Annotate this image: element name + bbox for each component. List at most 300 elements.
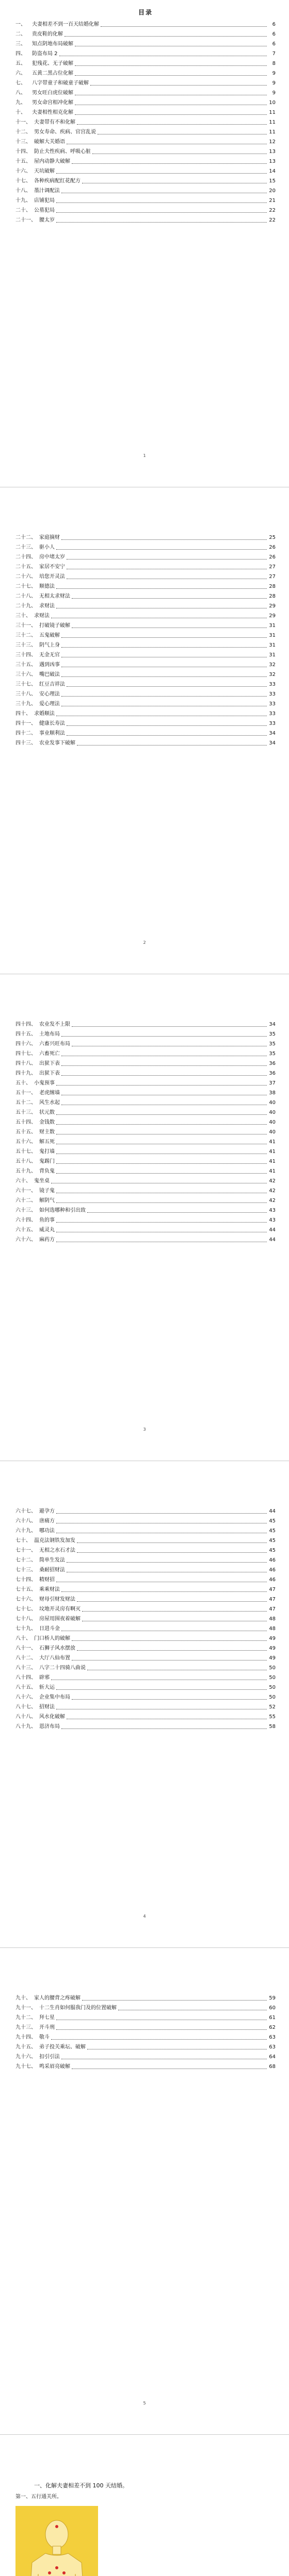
toc-leader-dots <box>77 1552 267 1553</box>
document-page-6 <box>0 2434 289 2576</box>
toc-entry[interactable] <box>15 1712 276 1722</box>
toc-entry-number: 二十、 <box>15 208 31 213</box>
toc-entry[interactable] <box>15 1555 276 1565</box>
page-number: 2 <box>143 940 146 945</box>
toc-entry-page: 10 <box>269 100 276 106</box>
toc-entry[interactable] <box>15 1166 276 1176</box>
toc-entry[interactable] <box>15 1993 276 2003</box>
toc-leader-dots <box>61 647 267 648</box>
toc-entry-number: 八十、 <box>15 1636 31 1641</box>
toc-entry-number: 十二、 <box>15 129 31 135</box>
toc-leader-dots <box>72 1699 267 1700</box>
toc-leader-dots <box>56 1173 267 1174</box>
toc-leader-dots <box>56 1114 267 1115</box>
toc-entry-number: 九十二、 <box>15 2015 36 2021</box>
toc-entry-page: 68 <box>269 2064 276 2070</box>
figure-neck <box>53 2546 61 2554</box>
toc-entry[interactable] <box>15 1614 276 1624</box>
toc-entry[interactable] <box>15 147 276 157</box>
toc-entry[interactable] <box>15 20 276 29</box>
toc-entry-title: 夫妻带有不和化解 <box>34 120 75 125</box>
toc-entry-page: 9 <box>272 80 276 86</box>
toc-entry-title: 夫妻相差不到一百天结婚化解 <box>32 22 99 27</box>
toc-entry[interactable] <box>15 1546 276 1555</box>
toc-entry-title: 店铺犯局 <box>34 198 55 204</box>
toc-entry-number: 七十一、 <box>15 1548 36 1553</box>
toc-entry-page: 21 <box>269 198 276 204</box>
toc-entry[interactable] <box>15 572 276 582</box>
toc-entry[interactable] <box>15 1604 276 1614</box>
toc-entry-title: 威灵丸 <box>39 1227 55 1233</box>
toc-entry[interactable] <box>15 59 276 69</box>
toc-entry-number: 二十六、 <box>15 574 36 580</box>
toc-entry-number: 四十九、 <box>15 1071 36 1076</box>
toc-entry-page: 6 <box>272 22 276 27</box>
toc-entry-title: 土地布局 <box>39 1031 60 1037</box>
toc-leader-dots <box>61 1728 267 1729</box>
toc-leader-dots <box>56 1513 267 1514</box>
toc-entry[interactable] <box>15 1235 276 1245</box>
toc-entry[interactable] <box>15 562 276 572</box>
toc-leader-dots <box>56 202 267 203</box>
toc-entry-title: 各种疾病配红花配方 <box>34 178 81 184</box>
toc-entry-page: 14 <box>269 168 276 174</box>
toc-entry-page: 45 <box>269 1548 276 1553</box>
toc-entry[interactable] <box>15 1595 276 1604</box>
toc-entry-page: 63 <box>269 2035 276 2040</box>
toc-entry-page: 28 <box>269 594 276 599</box>
toc-leader-dots <box>77 124 267 125</box>
toc-entry-page: 6 <box>272 31 276 37</box>
toc-entry[interactable] <box>15 69 276 78</box>
toc-entry-number: 三十、 <box>15 613 31 619</box>
toc-entry-page: 41 <box>269 1168 276 1174</box>
toc-entry[interactable] <box>15 1506 276 1516</box>
toc-entry-page: 48 <box>269 1626 276 1632</box>
toc-entry-title: 十二生肖如何服我门及的位置破解 <box>39 2005 117 2011</box>
toc-entry-number: 九十七、 <box>15 2064 36 2070</box>
toc-entry-title: 鬼坐桌 <box>34 1178 50 1184</box>
toc-entry-page: 41 <box>269 1139 276 1145</box>
toc-entry[interactable] <box>15 543 276 552</box>
toc-entry-number: 八十八、 <box>15 1714 36 1720</box>
toc-entry-title: 拜七星 <box>39 2015 55 2021</box>
toc-entry[interactable] <box>15 166 276 176</box>
toc-leader-dots <box>67 735 267 736</box>
toc-entry-page: 42 <box>269 1178 276 1184</box>
toc-leader-dots <box>67 1562 267 1563</box>
toc-entry-page: 38 <box>269 1090 276 1096</box>
toc-entry-number: 七十、 <box>15 1538 31 1544</box>
toc-entry-page: 42 <box>269 1188 276 1194</box>
toc-leader-dots <box>67 725 267 726</box>
page-number: 3 <box>143 1427 146 1432</box>
toc-entry-number: 八十三、 <box>15 1665 36 1671</box>
toc-entry-page: 20 <box>269 188 276 194</box>
toc-leader-dots <box>56 1085 267 1086</box>
toc-entry-number: 四十五、 <box>15 1031 36 1037</box>
toc-entry[interactable] <box>15 631 276 640</box>
toc-entry-page: 33 <box>269 691 276 697</box>
toc-entry[interactable] <box>15 1516 276 1526</box>
toc-entry[interactable] <box>15 98 276 108</box>
toc-entry-title: 风水化破解 <box>39 1714 65 1720</box>
toc-entry-number: 六十、 <box>15 1178 31 1184</box>
toc-entry-page: 22 <box>269 208 276 213</box>
figure-head <box>45 2520 68 2548</box>
toc-entry-number: 五、 <box>15 61 26 66</box>
toc-entry-page: 49 <box>269 1646 276 1651</box>
toc-entry[interactable] <box>15 601 276 611</box>
toc-entry-number: 三、 <box>15 41 26 47</box>
toc-entry[interactable] <box>15 689 276 699</box>
toc-entry[interactable] <box>15 1225 276 1235</box>
toc-entry[interactable] <box>15 2062 276 2072</box>
toc-entry[interactable] <box>15 1673 276 1683</box>
toc-entry-page: 27 <box>269 564 276 570</box>
toc-entry-page: 13 <box>269 159 276 164</box>
toc-entry-title: 鬼打墙 <box>39 1149 55 1155</box>
toc-entry-title: 弟子投关乘坛、破解 <box>39 2044 86 2050</box>
toc-entry-title: 八字带童子和破童子破解 <box>32 80 89 86</box>
toc-entry-title: 扣引引法 <box>39 2054 60 2060</box>
toc-entry-page: 40 <box>269 1110 276 1115</box>
toc-entry[interactable] <box>15 1117 276 1127</box>
toc-entry[interactable] <box>15 215 276 225</box>
toc-entry-number: 三十七、 <box>15 682 36 687</box>
toc-entry-title: 打破镜子破解 <box>39 623 70 629</box>
toc-entry-number: 七十二、 <box>15 1557 36 1563</box>
toc-leader-dots <box>90 85 267 86</box>
toc-entry-page: 49 <box>269 1636 276 1641</box>
toc-entry[interactable] <box>15 709 276 719</box>
toc-entry[interactable] <box>15 176 276 186</box>
toc-entry-title: 日进斗金 <box>39 1626 60 1632</box>
toc-entry-page: 6 <box>272 41 276 47</box>
toc-entry[interactable] <box>15 552 276 562</box>
toc-entry-number: 七十六、 <box>15 1597 36 1602</box>
toc-entry[interactable] <box>15 699 276 709</box>
toc-entry[interactable] <box>15 2003 276 2013</box>
toc-entry-page: 43 <box>269 1208 276 1213</box>
toc-entry[interactable] <box>15 660 276 670</box>
toc-leader-dots <box>56 1124 267 1125</box>
toc-entry-title: 遇到凶事 <box>39 662 60 668</box>
toc-entry-title: 开斗刑 <box>39 2025 55 2030</box>
toc-entry[interactable] <box>15 108 276 117</box>
toc-entry-title: 无相太求财法 <box>39 594 70 599</box>
toc-entry-number: 十八、 <box>15 188 31 194</box>
toc-entry[interactable] <box>15 728 276 738</box>
toc-entry[interactable] <box>15 1196 276 1206</box>
toc-entry[interactable] <box>15 117 276 127</box>
toc-entry-number: 五十二、 <box>15 1100 36 1106</box>
toc-entry[interactable] <box>15 1683 276 1692</box>
toc-entry-title: 大厅八仙布置 <box>39 1655 70 1661</box>
toc-entry-page: 42 <box>269 1198 276 1204</box>
toc-entry-number: 二十七、 <box>15 584 36 589</box>
toc-entry[interactable] <box>15 2052 276 2062</box>
toc-entry-page: 31 <box>269 652 276 658</box>
toc-entry-number: 十五、 <box>15 159 31 164</box>
toc-entry-page: 47 <box>269 1587 276 1592</box>
toc-entry-page: 11 <box>269 129 276 135</box>
toc-entry-title: 麻药方 <box>39 1237 55 1243</box>
toc-entry-page: 40 <box>269 1120 276 1125</box>
toc-entry[interactable] <box>15 533 276 543</box>
toc-entry-title: 辟邪 <box>39 1675 50 1681</box>
toc-entry[interactable] <box>15 591 276 601</box>
toc-leader-dots <box>56 1163 267 1164</box>
toc-entry[interactable] <box>15 1526 276 1536</box>
toc-entry[interactable] <box>15 1215 276 1225</box>
toc-list <box>15 1020 276 1245</box>
toc-entry-page: 11 <box>269 110 276 115</box>
document-page-5 <box>0 1947 289 2434</box>
toc-entry-title: 腰太岁 <box>39 217 55 223</box>
toc-entry[interactable] <box>15 1108 276 1117</box>
toc-entry[interactable] <box>15 2013 276 2023</box>
toc-entry[interactable] <box>15 1157 276 1166</box>
toc-entry-page: 40 <box>269 1100 276 1106</box>
toc-entry[interactable] <box>15 1634 276 1643</box>
toc-entry[interactable] <box>15 1575 276 1585</box>
toc-entry-title: 农业发不上限 <box>39 1022 70 1027</box>
toc-entry[interactable] <box>15 621 276 631</box>
toc-entry[interactable] <box>15 1176 276 1186</box>
toc-entry[interactable] <box>15 719 276 728</box>
toc-entry-title: 老虎缠墙 <box>39 1090 60 1096</box>
toc-entry[interactable] <box>15 186 276 196</box>
toc-entry-page: 46 <box>269 1577 276 1583</box>
toc-entry[interactable] <box>15 650 276 660</box>
toc-entry[interactable] <box>15 1565 276 1575</box>
toc-entry-title: 斩大运 <box>39 1685 55 1690</box>
toc-entry-number: 八十二、 <box>15 1655 36 1661</box>
toc-entry[interactable] <box>15 640 276 650</box>
toc-leader-dots <box>56 588 267 589</box>
toc-entry[interactable] <box>15 1059 276 1069</box>
acupoint-dot <box>48 2571 51 2574</box>
toc-entry-number: 四十、 <box>15 711 31 717</box>
toc-entry[interactable] <box>15 29 276 39</box>
toc-entry[interactable] <box>15 39 276 49</box>
toc-entry-title: 无相之水石才法 <box>39 1548 75 1553</box>
toc-entry-title: 农业发事下破解 <box>39 740 75 746</box>
toc-entry[interactable] <box>15 1147 276 1157</box>
toc-entry-title: 求婚顺法 <box>34 711 55 717</box>
toc-entry-number: 五十一、 <box>15 1090 36 1096</box>
toc-entry-number: 四十一、 <box>15 721 36 726</box>
toc-entry-number: 四十二、 <box>15 731 36 736</box>
toc-entry[interactable] <box>15 1692 276 1702</box>
toc-entry-page: 43 <box>269 1217 276 1223</box>
toc-leader-dots <box>61 1591 267 1592</box>
toc-entry-title: 培您开灵法 <box>39 574 65 580</box>
toc-entry-page: 34 <box>269 1022 276 1027</box>
toc-leader-dots <box>75 65 267 66</box>
document-page-4 <box>0 1461 289 1947</box>
toc-entry[interactable] <box>15 1098 276 1108</box>
toc-entry-title: 小鬼预事 <box>34 1080 55 1086</box>
toc-entry-number: 十一、 <box>15 120 31 125</box>
toc-entry-number: 九十三、 <box>15 2025 36 2030</box>
toc-entry-title: 安心理法 <box>39 691 60 697</box>
toc-entry-number: 十六、 <box>15 168 31 174</box>
toc-entry-number: 三十一、 <box>15 623 36 629</box>
toc-entry[interactable] <box>15 1186 276 1196</box>
toc-entry-title: 事业顺利法 <box>39 731 65 736</box>
toc-entry[interactable] <box>15 1624 276 1634</box>
toc-entry-page: 41 <box>269 1159 276 1164</box>
toc-entry-page: 52 <box>269 1704 276 1710</box>
toc-entry[interactable] <box>15 127 276 137</box>
toc-entry-number: 六十一、 <box>15 1188 36 1194</box>
toc-entry-title: 爱心理法 <box>39 701 60 707</box>
toc-leader-dots <box>61 696 267 697</box>
toc-entry-title: 鬼踢门 <box>39 1159 55 1164</box>
toc-entry-number: 七十三、 <box>15 1567 36 1573</box>
toc-entry-page: 50 <box>269 1675 276 1681</box>
toc-entry-page: 12 <box>269 139 276 145</box>
toc-entry[interactable] <box>15 1020 276 1029</box>
toc-entry[interactable] <box>15 1206 276 1215</box>
toc-entry-title: 出狱下表 <box>39 1071 60 1076</box>
toc-leader-dots <box>75 114 267 115</box>
toc-entry-number: 五十六、 <box>15 1139 36 1145</box>
toc-entry[interactable] <box>15 2023 276 2032</box>
toc-entry-title: 唐痛方 <box>39 1518 55 1524</box>
toc-leader-dots <box>56 1202 267 1203</box>
toc-leader-dots <box>61 539 267 540</box>
toc-entry[interactable] <box>15 582 276 591</box>
toc-entry-page: 50 <box>269 1694 276 1700</box>
toc-entry-page: 63 <box>269 2044 276 2050</box>
toc-entry-title: 求财法 <box>39 603 55 609</box>
toc-entry-number: 九、 <box>15 100 26 106</box>
toc-entry[interactable] <box>15 1088 276 1098</box>
toc-entry-number: 三十四、 <box>15 652 36 658</box>
toc-entry[interactable] <box>15 1722 276 1732</box>
toc-entry-title: 风生水起 <box>39 1100 60 1106</box>
toc-entry-number: 五十四、 <box>15 1120 36 1125</box>
toc-entry[interactable] <box>15 1702 276 1712</box>
toc-entry[interactable] <box>15 206 276 215</box>
toc-entry-page: 41 <box>269 1149 276 1155</box>
toc-entry-number: 五十三、 <box>15 1110 36 1115</box>
toc-entry-page: 55 <box>269 1714 276 1720</box>
toc-leader-dots <box>72 1026 267 1027</box>
toc-entry[interactable] <box>15 670 276 680</box>
toc-entry-number: 八十九、 <box>15 1724 36 1730</box>
toc-entry-page: 60 <box>269 2005 276 2011</box>
toc-entry[interactable] <box>15 1585 276 1595</box>
toc-entry[interactable] <box>15 1663 276 1673</box>
toc-leader-dots <box>101 26 267 27</box>
toc-entry-title: 男女寿命、疾病、官宫乱说 <box>34 129 96 135</box>
toc-title: 目录 <box>138 9 153 16</box>
document-page-2 <box>0 487 289 974</box>
toc-entry-title: 健康长寿法 <box>39 721 65 726</box>
toc-entry[interactable] <box>15 2042 276 2052</box>
toc-entry[interactable] <box>15 196 276 206</box>
toc-leader-dots <box>56 1222 267 1223</box>
toc-leader-dots <box>61 1036 267 1037</box>
toc-entry[interactable] <box>15 1078 276 1088</box>
toc-entry-number: 四十四、 <box>15 1022 36 1027</box>
toc-entry-page: 8 <box>272 61 276 66</box>
toc-entry[interactable] <box>15 1653 276 1663</box>
toc-entry[interactable] <box>15 611 276 621</box>
toc-entry-number: 四、 <box>15 51 26 57</box>
toc-entry-page: 50 <box>269 1685 276 1690</box>
toc-entry[interactable] <box>15 137 276 147</box>
toc-entry-title: 无金无官 <box>39 652 60 658</box>
toc-entry-title: 求财法 <box>34 613 50 619</box>
toc-entry-number: 六十六、 <box>15 1237 36 1243</box>
toc-entry-number: 六十七、 <box>15 1509 36 1514</box>
toc-entry[interactable] <box>15 78 276 88</box>
toc-entry-page: 35 <box>269 1031 276 1037</box>
toc-entry-title: 财主数 <box>39 1129 55 1135</box>
toc-entry-title: 夫妻相性相克化解 <box>32 110 73 115</box>
toc-entry-number: 十四、 <box>15 149 31 155</box>
toc-entry-number: 八十一、 <box>15 1646 36 1651</box>
toc-entry[interactable] <box>15 2032 276 2042</box>
toc-entry[interactable] <box>15 738 276 748</box>
page-number: 4 <box>143 1914 146 1919</box>
toc-entry-title: 驱小人 <box>39 545 55 550</box>
toc-leader-dots <box>77 1650 267 1651</box>
toc-entry-number: 八、 <box>15 90 26 96</box>
acupoint-dot <box>55 2566 58 2569</box>
toc-entry-number: 十九、 <box>15 198 31 204</box>
toc-entry-title: 背负鬼 <box>39 1168 55 1174</box>
toc-entry-title: 鸣采眉亮破解 <box>39 2064 70 2070</box>
toc-entry-page: 33 <box>269 701 276 707</box>
toc-leader-dots <box>72 1640 267 1641</box>
document-page-3 <box>0 974 289 1461</box>
toc-entry-number: 九十六、 <box>15 2054 36 2060</box>
toc-entry[interactable] <box>15 1536 276 1546</box>
toc-entry[interactable] <box>15 1029 276 1039</box>
toc-entry[interactable] <box>15 1069 276 1078</box>
toc-entry-page: 26 <box>269 545 276 550</box>
toc-entry[interactable] <box>15 88 276 98</box>
acupoint-dot <box>62 2571 66 2574</box>
toc-entry-page: 31 <box>269 642 276 648</box>
toc-entry[interactable] <box>15 1643 276 1653</box>
toc-entry-number: 四十八、 <box>15 1061 36 1066</box>
toc-entry-page: 40 <box>269 1129 276 1135</box>
toc-entry-title: 天坑破解 <box>34 168 55 174</box>
toc-entry-title: 门口桥人的破解 <box>34 1636 70 1641</box>
toc-entry[interactable] <box>15 157 276 166</box>
toc-entry-page: 9 <box>272 71 276 76</box>
toc-entry-title: 阴气上身 <box>39 642 60 648</box>
toc-entry[interactable] <box>15 49 276 59</box>
toc-leader-dots <box>75 75 267 76</box>
toc-entry[interactable] <box>15 680 276 689</box>
toc-entry[interactable] <box>15 1127 276 1137</box>
toc-entry[interactable] <box>15 1137 276 1147</box>
toc-entry[interactable] <box>15 1039 276 1049</box>
toc-entry-number: 三十六、 <box>15 672 36 677</box>
toc-list <box>15 533 276 748</box>
toc-entry-page: 29 <box>269 603 276 609</box>
toc-leader-dots <box>82 1611 267 1612</box>
toc-entry[interactable] <box>15 1049 276 1059</box>
